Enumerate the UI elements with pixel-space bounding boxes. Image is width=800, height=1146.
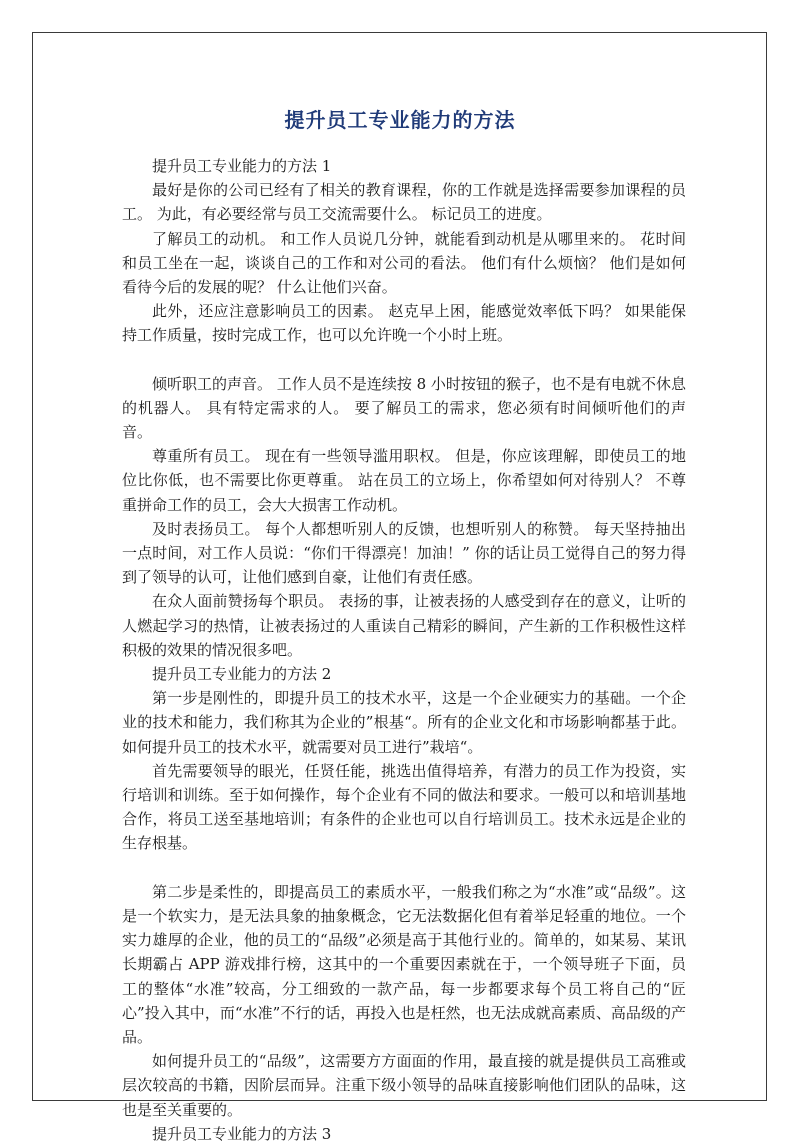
document-body — [122, 154, 686, 1146]
section-heading-1: 提升员工专业能力的方法 1 — [152, 157, 332, 175]
paragraph-gap — [122, 348, 686, 372]
section-heading-2: 提升员工专业能力的方法 2 — [152, 665, 332, 684]
paragraph: 此外，还应注意影响员工的因素。 赵克早上困，能感觉效率低下吗？ 如果能保持工作质量，按时完成工作，也可以允许晚一个小时上班。 — [122, 302, 686, 345]
document-title: 提升员工专业能力的方法 — [284, 108, 516, 132]
paragraph: 及时表扬员工。 每个人都想听别人的反馈，也想听别人的称赞。 每天坚持抽出一点时间，对工作人员说：“你们干得漂亮！加油！” 你的话让员工觉得自己的努力得到了领导的认可，让他们感到自豪，让他们有责任感。 — [122, 519, 686, 587]
paragraph: 最好是你的公司已经有了相关的教育课程，你的工作就是选择需要参加课程的员工。 为此，有必要经常与员工交流需要什么。 标记员工的进度。 — [122, 181, 686, 224]
paragraph: 第二步是柔性的，即提高员工的素质水平，一般我们称之为“水准”或“品级”。这是一个软实力，是无法具象的抽象概念，它无法数据化但有着举足轻重的地位。一个实力雄厚的企业，他的员工的“品级”必须是高于其他行业的。简单的，如某易、某讯长期霸占 APP 游戏排行榜，这其中的一个重要因素就在于，一个领导班子下面，员工的整体“水准”较高，分工细致的一款产品，每一步都要求每个员工将自己的“匠心”投入其中，而“水准”不行的话，再投入也是枉然，也无法成就高素质、高品级的产品。 — [122, 882, 686, 1046]
paragraph: 如何提升员工的“品级”，这需要方方面面的作用，最直接的就是提供员工高雅或层次较高的书籍，因阶层而异。注重下级小领导的品味直接影响他们团队的品味，这也是至关重要的。 — [122, 1052, 686, 1119]
paragraph-gap — [122, 856, 686, 880]
paragraph: 第一步是刚性的，即提升员工的技术水平，这是一个企业硬实力的基础。一个企业的技术和能力，我们称其为企业的”根基“。所有的企业文化和市场影响都基于此。如何提升员工的技术水平，就需要对员工进行”栽培“。 — [122, 689, 686, 756]
paragraph: 了解员工的动机。 和工作人员说几分钟，就能看到动机是从哪里来的。 花时间和员工坐在一起，谈谈自己的工作和对公司的看法。 他们有什么烦恼？ 他们是如何看待今后的发展的呢？ 什么让他们兴奋。 — [122, 229, 686, 297]
paragraph: 倾听职工的声音。 工作人员不是连续按 8 小时按钮的猴子，也不是有电就不休息的机器人。 具有特定需求的人。 要了解员工的需求，您必须有时间倾听他们的声音。 — [122, 374, 686, 442]
section-heading-3: 提升员工专业能力的方法 3 — [152, 1124, 332, 1143]
paragraph: 尊重所有员工。 现在有一些领导滥用职权。 但是，你应该理解，即使员工的地位比你低，也不需要比你更尊重。 站在员工的立场上，你希望如何对待别人？ 不尊重拼命工作的员工，会大大损害工作动机。 — [122, 447, 686, 514]
paragraph: 首先需要领导的眼光，任贤任能，挑选出值得培养，有潜力的员工作为投资，实行培训和训练。至于如何操作，每个企业有不同的做法和要求。一般可以和培训基地合作，将员工送至基地培训；有条件的企业也可以自行培训员工。技术永远是企业的生存根基。 — [122, 761, 686, 853]
paragraph: 在众人面前赞扬每个职员。 表扬的事，让被表扬的人感受到存在的意义，让听的人燃起学习的热情，让被表扬过的人重读自己精彩的瞬间，产生新的工作积极性这样积极的效果的情况很多吧。 — [122, 592, 686, 659]
